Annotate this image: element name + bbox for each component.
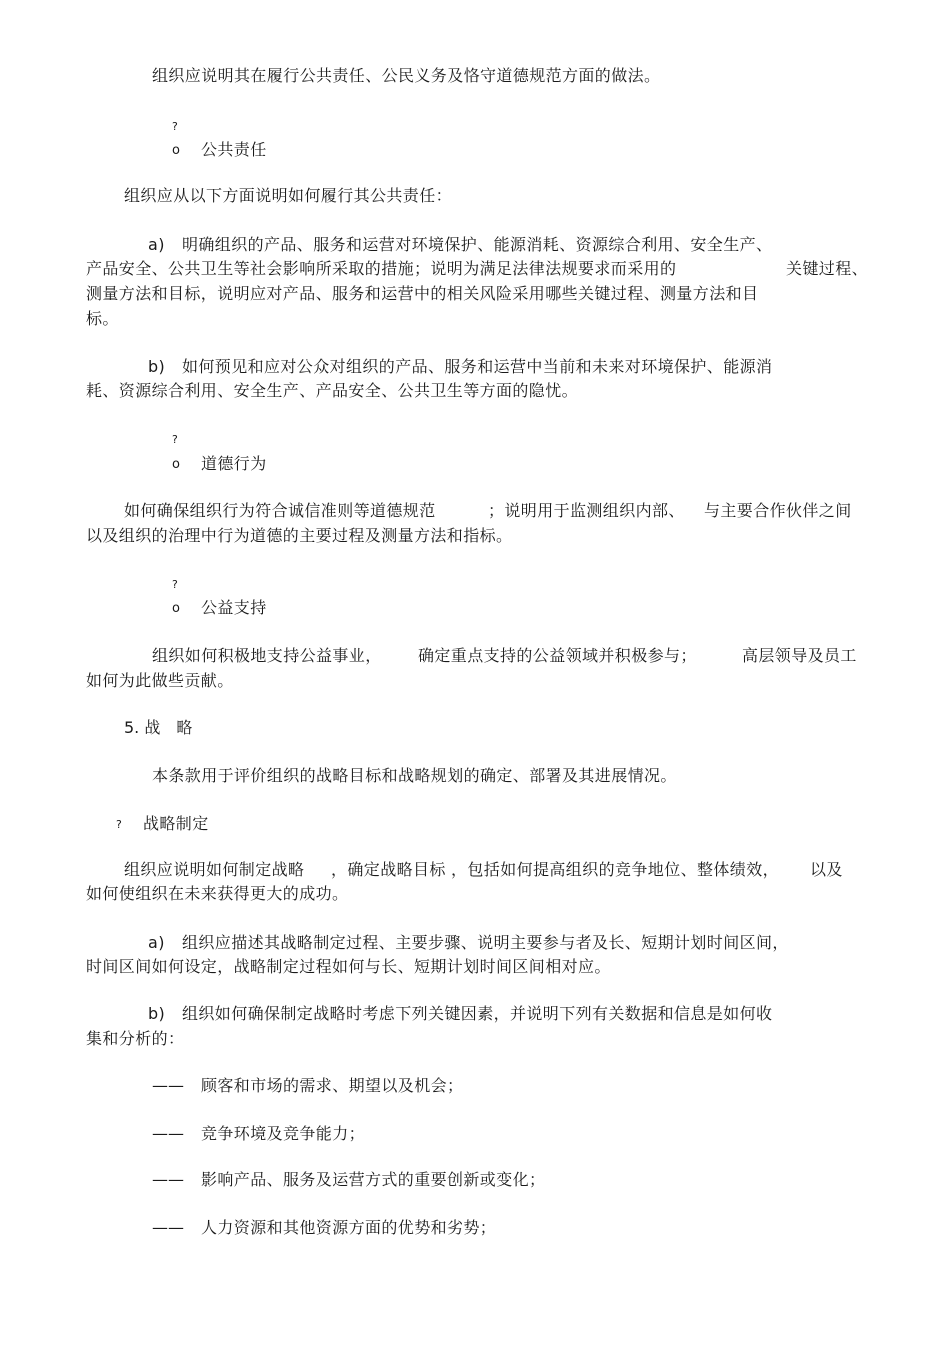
welfare-line1-mid: 确定重点支持的公益领域并积极参与；	[418, 646, 697, 665]
bullet-icon: o	[172, 143, 180, 158]
bullet-icon: o	[172, 457, 180, 472]
item-b-line2: 耗、资源综合利用、安全生产、产品安全、公共卫生等方面的隐忧。	[86, 381, 579, 400]
strategy-line1: 组织应说明如何制定战略	[124, 860, 305, 879]
dash-marker: ——	[152, 1124, 184, 1143]
bullet-icon: o	[172, 601, 180, 616]
factor-item: 竞争环境及竞争能力；	[201, 1124, 366, 1143]
dash-marker: ——	[152, 1170, 184, 1189]
intro-paragraph: 组织应说明其在履行公共责任、公民义务及恪守道德规范方面的做法。	[152, 66, 661, 85]
item-marker-a: a)	[148, 235, 165, 254]
ethics-line1-tail: 与主要合作伙伴之间	[704, 501, 852, 520]
strategy-b-line2: 集和分析的：	[86, 1029, 185, 1048]
item-marker-b: b)	[148, 357, 166, 376]
strategy-b-line1: 组织如何确保制定战略时考虑下列关键因素，并说明下列有关数据和信息是如何收	[182, 1004, 773, 1023]
strategy-line1-b: ，确定战略目标	[331, 860, 446, 879]
ethics-line1-mid: ；说明用于监测组织内部、	[488, 501, 685, 520]
welfare-line1-tail: 高层领导及员工	[742, 646, 857, 665]
ethics-line2: 以及组织的治理中行为道德的主要过程及测量方法和指标。	[86, 526, 513, 545]
dash-marker: ——	[152, 1218, 184, 1237]
item-a-line1: 明确组织的产品、服务和运营对环境保护、能源消耗、资源综合利用、安全生产、	[182, 235, 773, 254]
strategy-line1-c: ，包括如何提高组织的竞争地位、整体绩效，	[451, 860, 780, 879]
item-a-line2: 产品安全、公共卫生等社会影响所采取的措施；说明为满足法律法规要求而采用的	[86, 259, 677, 278]
factor-item: 人力资源和其他资源方面的优势和劣势；	[201, 1218, 497, 1237]
strategy-a-line1: 组织应描述其战略制定过程、主要步骤、说明主要参与者及长、短期计划时间区间，	[182, 933, 789, 952]
section-5-heading: 5. 战 略	[124, 718, 193, 737]
heading-strategy-formulation: 战略制定	[143, 814, 209, 833]
dash-marker: ——	[152, 1076, 184, 1095]
item-a-line3: 测量方法和目标，说明应对产品、服务和运营中的相关风险采用哪些关键过程、测量方法和目	[86, 284, 759, 303]
missing-glyph-marker: ?	[172, 433, 178, 446]
item-a-line2-tail: 关键过程、	[786, 259, 869, 278]
heading-public-welfare: 公益支持	[201, 598, 267, 617]
heading-ethical-behavior: 道德行为	[201, 454, 267, 473]
factor-item: 顾客和市场的需求、期望以及机会；	[201, 1076, 464, 1095]
section-5-description: 本条款用于评价组织的战略目标和战略规划的确定、部署及其进展情况。	[152, 766, 677, 785]
strategy-line1-d: 以及	[810, 860, 843, 879]
item-marker-b: b)	[148, 1004, 166, 1023]
ethics-line1: 如何确保组织行为符合诚信准则等道德规范	[124, 501, 436, 520]
missing-glyph-marker: ?	[116, 818, 122, 831]
welfare-line1: 组织如何积极地支持公益事业，	[152, 646, 382, 665]
heading-public-responsibility: 公共责任	[201, 140, 267, 159]
item-b-line1: 如何预见和应对公众对组织的产品、服务和运营中当前和未来对环境保护、能源消	[182, 357, 773, 376]
strategy-a-line2: 时间区间如何设定，战略制定过程如何与长、短期计划时间区间相对应。	[86, 957, 611, 976]
item-a-line4: 标。	[86, 309, 119, 328]
missing-glyph-marker: ?	[172, 120, 178, 133]
item-marker-a: a)	[148, 933, 165, 952]
welfare-line2: 如何为此做些贡献。	[86, 671, 234, 690]
strategy-line2: 如何使组织在未来获得更大的成功。	[86, 884, 349, 903]
factor-item: 影响产品、服务及运营方式的重要创新或变化；	[201, 1170, 546, 1189]
missing-glyph-marker: ?	[172, 578, 178, 591]
public-responsibility-lead: 组织应从以下方面说明如何履行其公共责任：	[124, 186, 453, 205]
